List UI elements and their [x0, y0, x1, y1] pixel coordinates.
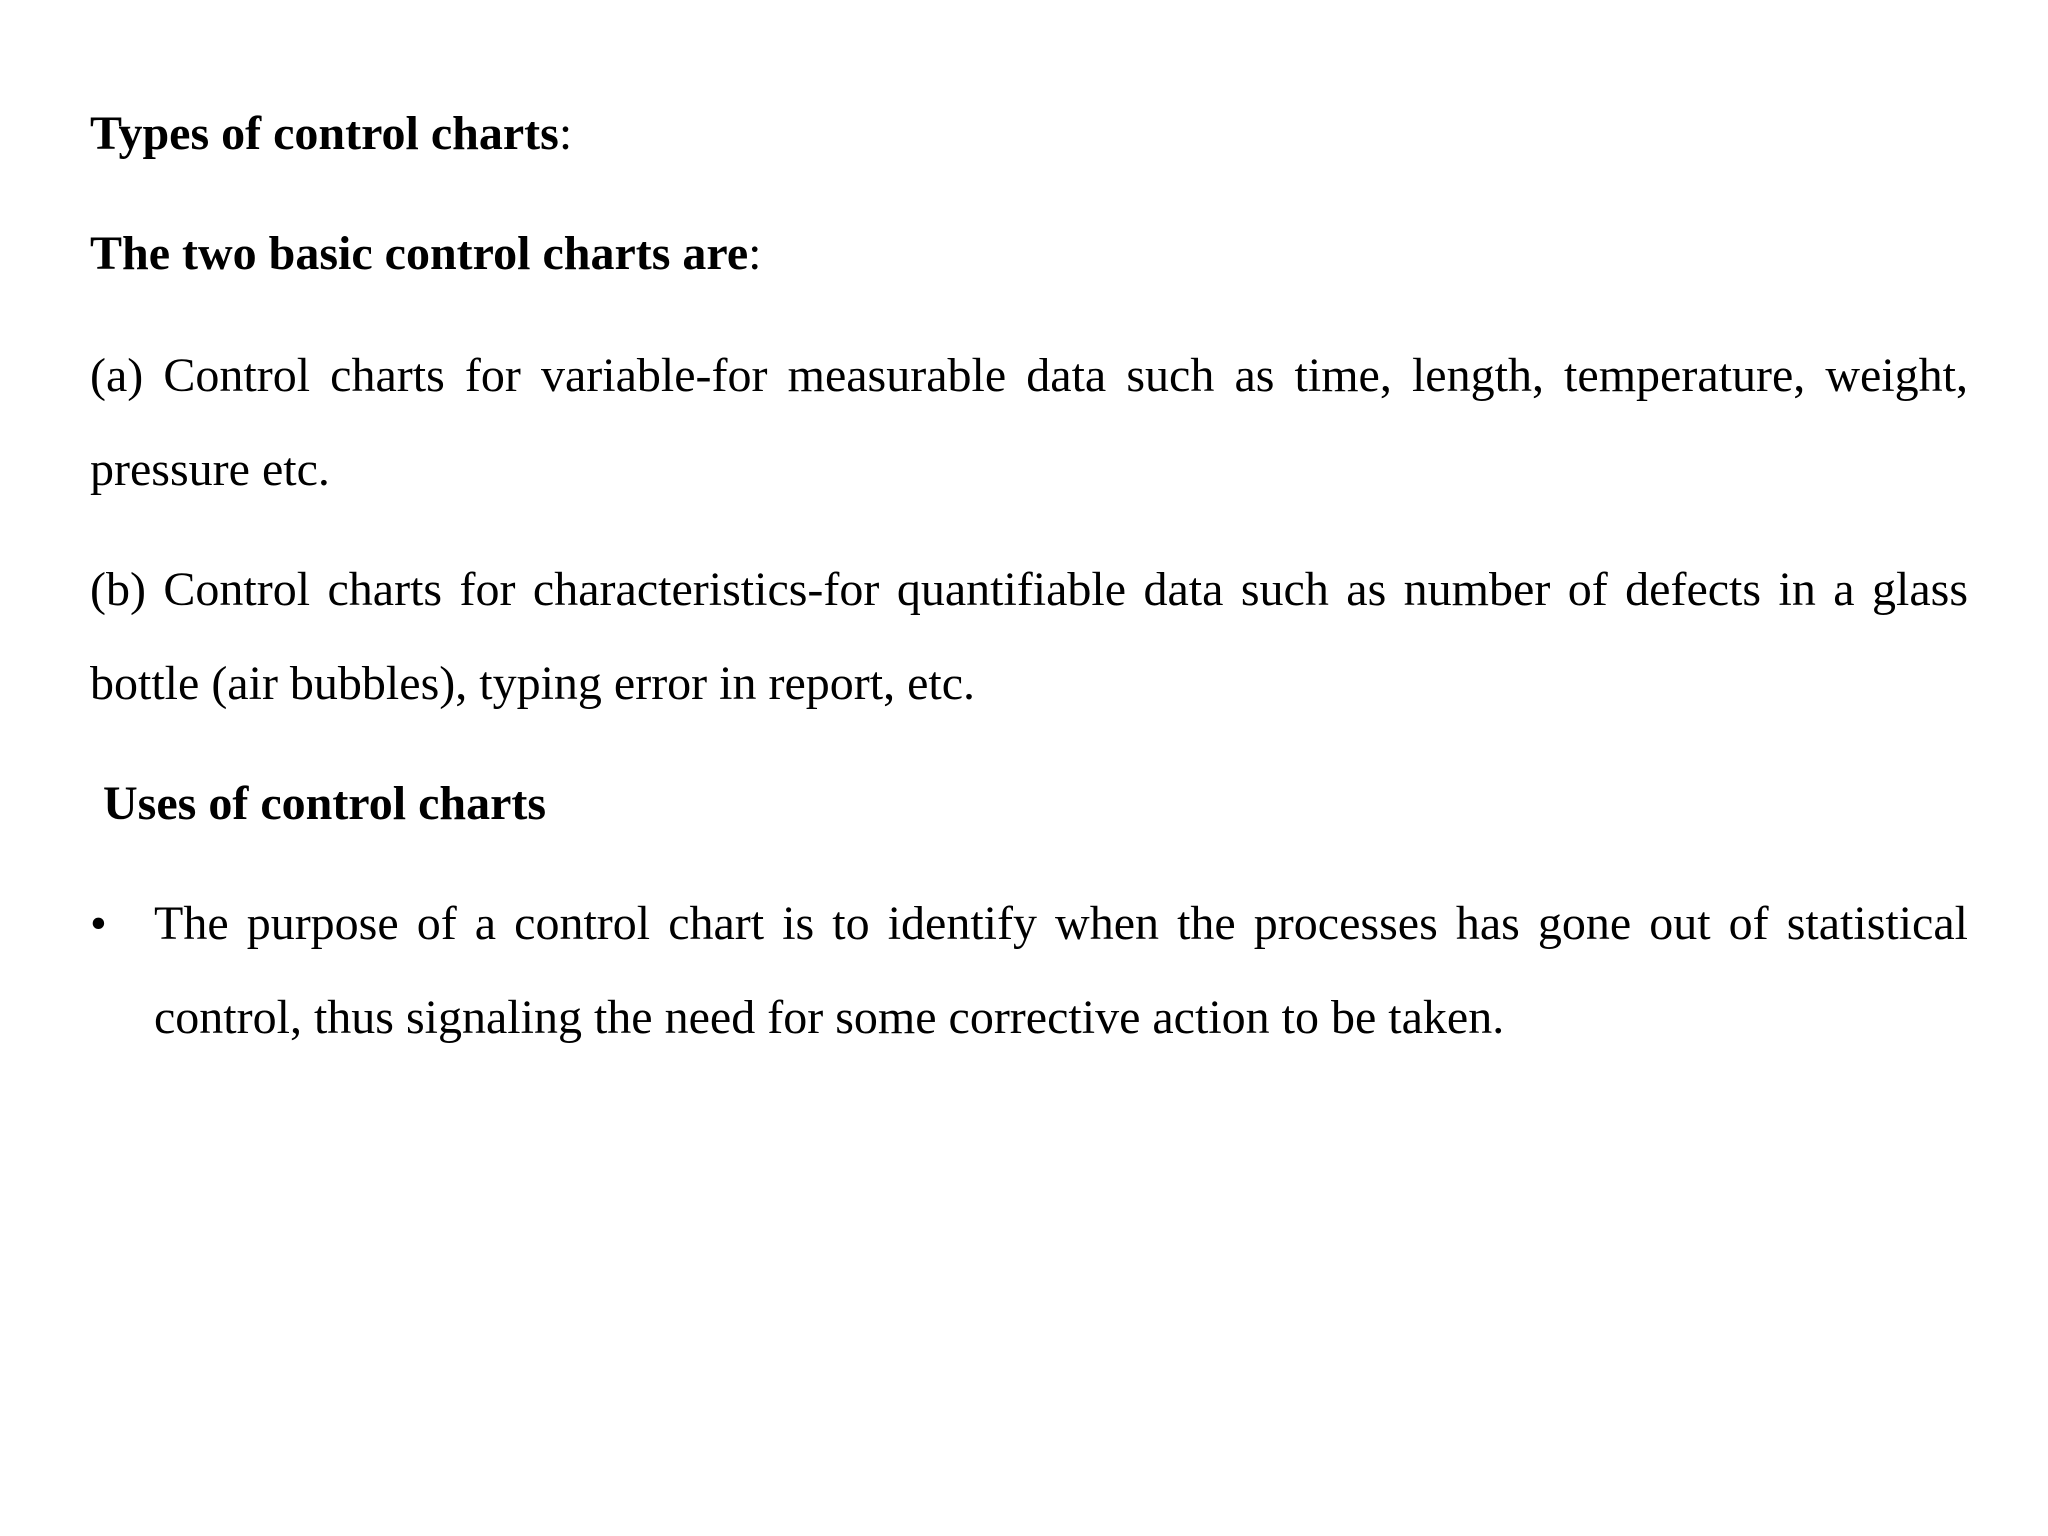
heading-two-basic-charts [90, 226, 762, 282]
heading-types-colon: : [558, 107, 573, 160]
heading-uses-of-control-charts: Uses of control charts [103, 777, 547, 830]
heading-two-basic-colon: : [748, 227, 762, 280]
heading-two-basic-bold: The two basic control charts are [90, 227, 749, 280]
bullet-text-purpose: The purpose of a control chart is to identify when the processes has gone out of statistical control, thus signaling the need for some corrective action to be taken. [154, 897, 1968, 1044]
paragraph-characteristics-charts: (b) Control charts for characteristics-for quantifiable data such as number of defects in a glass bottle (air bubbles), typing error in report, etc. [90, 563, 1968, 710]
heading-types-of-control-charts [90, 106, 572, 162]
paragraph-variable-charts: (a) Control charts for variable-for measurable data such as time, length, temperature, weight, pressure etc. [90, 349, 1968, 496]
heading-types-bold: Types of control charts [90, 107, 559, 160]
bullet-marker: • [90, 897, 107, 950]
